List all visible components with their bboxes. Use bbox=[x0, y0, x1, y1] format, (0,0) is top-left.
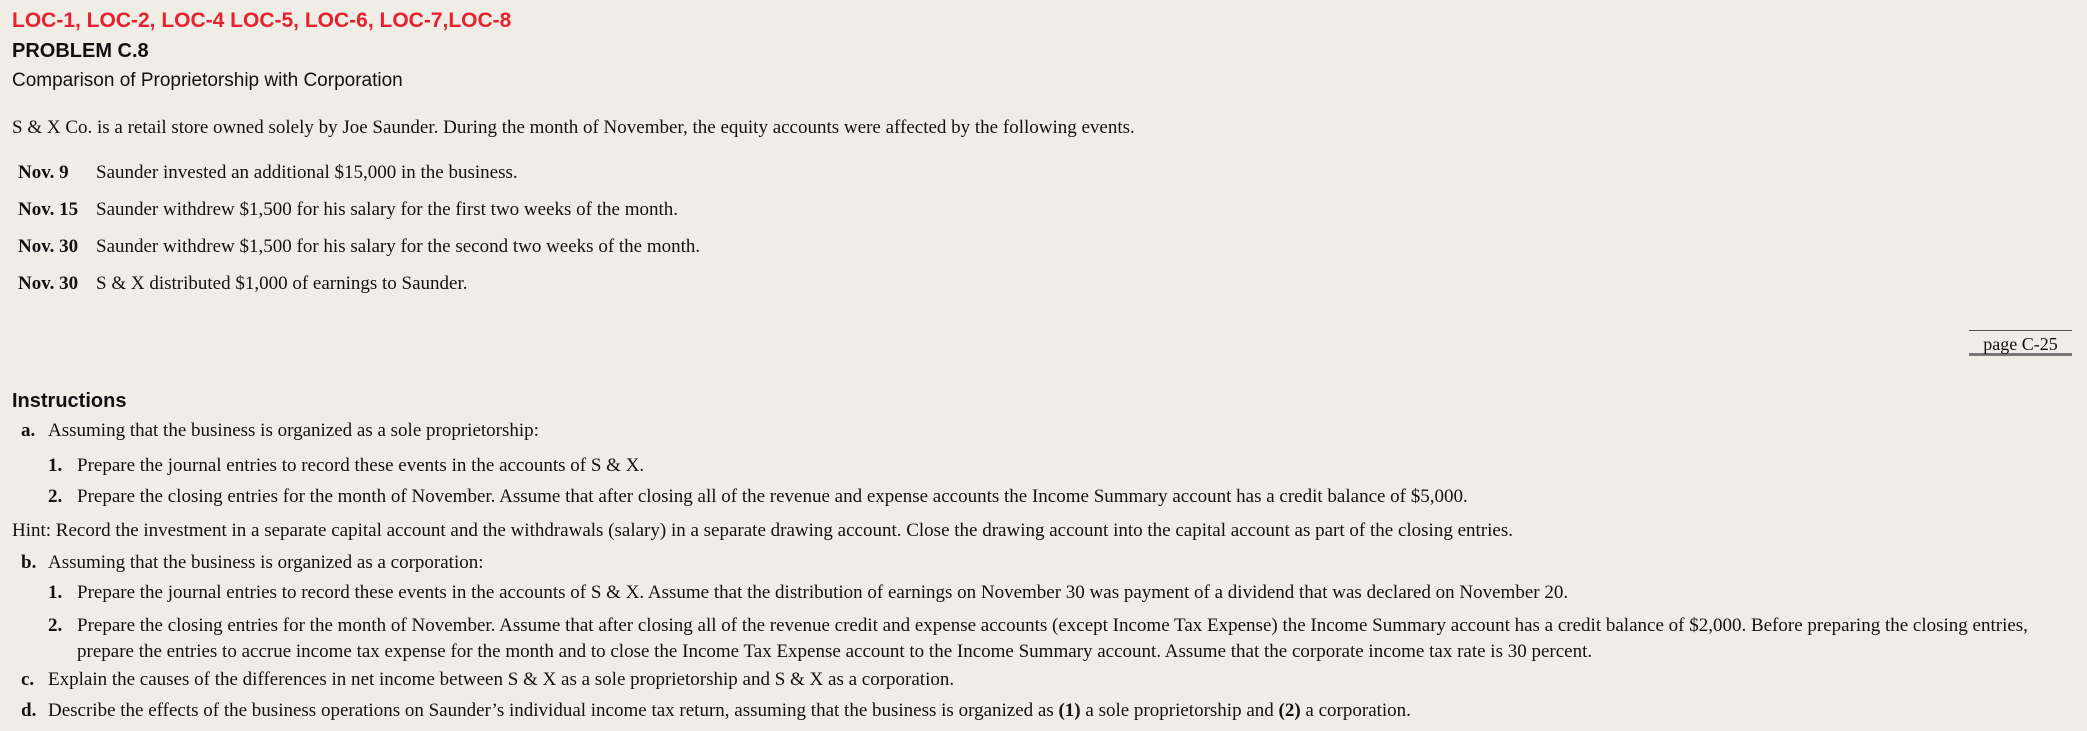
instruction-text: Explain the causes of the differences in net income between S & X as a sole proprietorship and S & X as a corporation. bbox=[48, 669, 955, 690]
problem-number: PROBLEM C.8 bbox=[12, 40, 149, 62]
event-text: Saunder withdrew $1,500 for his salary for the second two weeks of the month. bbox=[96, 236, 701, 257]
event-row bbox=[18, 199, 678, 221]
event-text: Saunder withdrew $1,500 for his salary for the first two weeks of the month. bbox=[96, 199, 679, 220]
instruction-label: 2. bbox=[48, 486, 63, 507]
instruction-text: Prepare the closing entries for the month of November. Assume that after closing all of the revenue and expense accounts the Income Summary account has a credit balance of $5,000. bbox=[77, 486, 1468, 507]
event-date: Nov. 30 bbox=[18, 236, 79, 257]
event-row bbox=[18, 236, 700, 258]
instruction-b-2 bbox=[48, 613, 2058, 665]
instruction-text: Describe the effects of the business operations on Saunder’s individual income tax return, assuming that the business is organized as bbox=[48, 700, 1059, 721]
instruction-text: a corporation. bbox=[1300, 700, 1411, 721]
instruction-label: 1. bbox=[48, 582, 63, 603]
instruction-text: a sole proprietorship and bbox=[1080, 700, 1279, 721]
instruction-a-2 bbox=[48, 486, 1468, 508]
instruction-b-1 bbox=[48, 582, 1568, 604]
instruction-label: 1. bbox=[48, 455, 63, 476]
learning-objectives: LOC-1, LOC-2, LOC-4 LOC-5, LOC-6, LOC-7,LOC-8 bbox=[12, 9, 512, 32]
hint-text: Hint: Record the investment in a separate capital account and the withdrawals (salary) in a separate drawing account. Close the drawing account into the capital account as part of the closing entries. bbox=[12, 520, 1513, 541]
event-text: Saunder invested an additional $15,000 in the business. bbox=[96, 162, 518, 183]
instruction-text: Prepare the closing entries for the month of November. Assume that after closing all of the revenue credit and expense accounts (except Income Tax Expense) the Income Summary account has a credit balance of $2,000. Before preparing the closing entries, prepare the entries to accrue income tax expense for the month and to close the Income Tax Expense account to the Income Summary account. Assume that the corporate income tax rate is 30 percent. bbox=[77, 615, 2028, 662]
instruction-text: Assuming that the business is organized as a corporation: bbox=[48, 552, 484, 573]
event-row bbox=[18, 273, 468, 295]
event-row bbox=[18, 162, 518, 184]
page-reference: page C-25 bbox=[1969, 330, 2072, 356]
event-date: Nov. 9 bbox=[18, 162, 69, 183]
instruction-label: b. bbox=[21, 552, 37, 573]
instruction-label: c. bbox=[21, 669, 35, 690]
event-text: S & X distributed $1,000 of earnings to Saunder. bbox=[96, 273, 468, 294]
option-number: (2) bbox=[1278, 700, 1301, 721]
problem-subtitle: Comparison of Proprietorship with Corporation bbox=[12, 70, 403, 91]
instruction-label: 2. bbox=[48, 615, 63, 636]
instruction-text: Prepare the journal entries to record these events in the accounts of S & X. Assume that the distribution of earnings on November 30 was payment of a dividend that was declared on November 20. bbox=[77, 582, 1569, 603]
instruction-label: d. bbox=[21, 700, 37, 721]
problem-intro: S & X Co. is a retail store owned solely by Joe Saunder. During the month of November, the equity accounts were affected by the following events. bbox=[12, 117, 1135, 138]
instruction-c bbox=[21, 669, 954, 691]
instruction-a-1 bbox=[48, 455, 644, 477]
event-date: Nov. 15 bbox=[18, 199, 79, 220]
option-number: (1) bbox=[1058, 700, 1081, 721]
instruction-text: Prepare the journal entries to record these events in the accounts of S & X. bbox=[77, 455, 645, 476]
event-date: Nov. 30 bbox=[18, 273, 79, 294]
instruction-text: Assuming that the business is organized as a sole proprietorship: bbox=[48, 420, 539, 441]
instruction-a bbox=[21, 420, 539, 442]
instruction-label: a. bbox=[21, 420, 36, 441]
instruction-b bbox=[21, 552, 484, 574]
instruction-d bbox=[21, 700, 1411, 722]
instructions-heading: Instructions bbox=[12, 390, 127, 412]
